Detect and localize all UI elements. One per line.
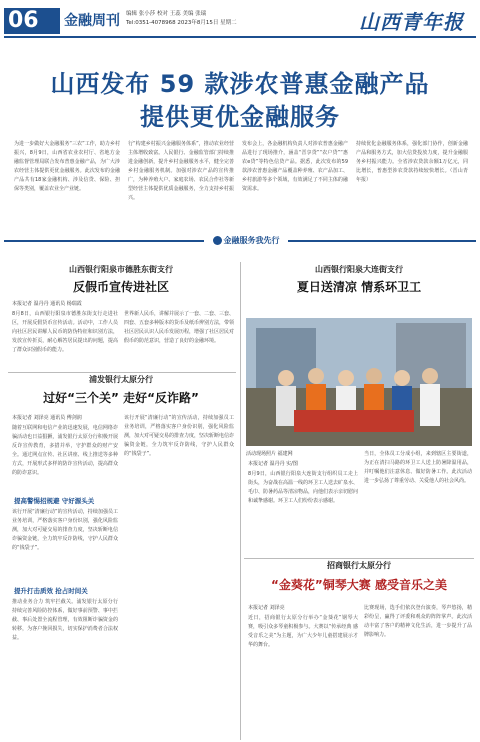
lead-column-2: 行“构建乡村振兴金融服务体系”，推动农业经营主体增收致富。人民银行、金融监管部门持续推进金融创新，提升乡村金融服务水平，健全完善乡村金融服务机制。加强对涉农产品的宣传推广，为种养殖大户、家庭农场、农民合作社等新型经营主体提供优质金融服务，全力支持乡村振兴。	[128, 141, 234, 201]
story-b-kicker: 浦发银行太原分行	[89, 375, 153, 384]
page-number: 06	[4, 8, 60, 34]
story-b-section2: 提升打击质效 抢占时间关	[14, 587, 88, 595]
story-c-photo-caption: 活动现场照片 福建网	[246, 451, 293, 457]
story-a-column-2: 世界新人民币，讲解并展示了一套、二套、三套、四套、五套多种版本的货币及纸币辨别方法，带领社区居民认识人民币发展历程，增强了社区居民对假币的防范意识，营造了良好的金融环境。	[124, 311, 234, 344]
story-a-divider	[8, 372, 236, 373]
story-b-column-1b: 该行开展“清廉行动”的宣传活动，持续加强员工业务培训，严格落实客户身份识别，强化风险监测，加大对可疑交易的排查力度，坚决斩断电信诈骗资金链，全力筑牢反诈防线，守护人民群众的“钱袋子”。	[12, 509, 118, 551]
banner-dot-icon	[213, 236, 222, 245]
story-b-column-1a: 随着互联网和电信产业的迅速发展，电信网络诈骗活动也日益猖獗，浦发银行太原分行积极开展反诈宣传教育，多措并举，守护群众的财产安全。通过网点宣传、社区讲座、线上推送等多种方式，开展形式多样的防诈宣传活动，提高群众的防诈意识。	[12, 425, 118, 476]
section-banner	[4, 232, 476, 250]
story-b-headline: 过好“三个关” 走好“反诈路”	[43, 391, 199, 405]
story-c-divider	[244, 558, 474, 559]
lead-headline-line2: 提供更优金融服务	[140, 103, 340, 131]
banner-label	[209, 233, 283, 249]
header-rule	[4, 36, 476, 38]
story-d-kicker: 招商银行太原分行	[327, 561, 391, 570]
story-c-column-2: 当日，全体员工分成小组，来到辖区主要街道，为正在清扫马路的环卫工人送上防暑降温用品，并叮嘱他们注意休息、做好防暑工作。此次活动进一步弘扬了尊重劳动、关爱他人的社会风尚。	[364, 451, 472, 484]
story-d-byline: 本报记者 刘泽亮	[248, 605, 285, 611]
column-divider	[240, 262, 241, 740]
page-header	[0, 0, 480, 36]
lead-column-1: 为进一步做好大金融服务“三农”工作，助力乡村振兴，8月9日，山西省农业农村厅、省地方金融监督管理局联合发布普惠金融产品，为广大涉农经营主体提供更优金融服务。此次发布的金融产品共有18家金融机构、涉及信贷、保险、担保等类别，覆盖农业全产业链。	[14, 141, 120, 192]
story-a-byline: 本报记者 温丹丹 通讯员 杨瑞霞	[12, 301, 82, 307]
contact-date-line: Tel:0351-4078968 2023年8月15日 星期二	[126, 20, 237, 26]
section-title: 金融周刊	[64, 13, 120, 29]
story-b-section1: 提高警惕招规避 守好源头关	[14, 497, 95, 505]
story-c-headline: 夏日送清凉 情系环卫工	[296, 280, 422, 294]
photo-scene	[246, 318, 472, 446]
banner-text: 金融服务我先行	[223, 236, 280, 245]
story-d-column-2: 比赛现场，选手们依次登台演奏，琴声悠扬，精彩纷呈，赢得了评委和观众的阵阵掌声。此次活动丰富了客户的精神文化生活，进一步提升了品牌影响力。	[364, 605, 472, 638]
story-b-column-1c: 推动业务合力 筑牢拦截关。浦发银行太原分行持续完善风险防控体系，做好事前预警、事中拦截、事后处置全流程管理，有效阻断诈骗资金的转移，为客户挽回损失，切实保护消费者合法权益。	[12, 599, 118, 641]
story-c-photo	[246, 318, 472, 446]
story-a-column-1: 8月8日，山西银行阳泉市德胜东街支行走进社区，开展反假货币宣传活动。活动中，工作人员向社区居民讲解人民币的防伪特征和识别方法，发放宣传折页，耐心解答居民提出的问题，提高了群众识别假币的能力。	[12, 311, 118, 353]
lead-column-4: 持续优化金融服务体系，强化部门协作，创新金融产品和服务方式，加大信贷投放力度，提升金融服务乡村振兴能力。全省涉农贷款余额1万亿元，同比增长，普惠型涉农贷款持续较快增长。（晋山青年报）	[356, 141, 468, 183]
editor-line: 编辑 张小莎 校对 王蕊 美编 张瑞	[126, 11, 207, 17]
story-d-column-1: 近日，招商银行太原分行举办“金葵花”钢琴大赛，吸引众多琴童积极参与。大赛以“传承经典 感受音乐之美”为主题，为广大少年儿童搭建展示才华的舞台。	[248, 615, 358, 648]
story-a-kicker: 山西银行阳泉市德胜东街支行	[69, 265, 173, 274]
story-c-column-1: 8月9日，山西银行阳泉大连街支行组织员工走上街头，为奋战在高温一线的环卫工人送去矿泉水、毛巾、防暑药品等清凉物品，向他们表示亲切慰问和诚挚感谢。环卫工人们纷纷表示感谢。	[248, 471, 358, 504]
story-c-kicker: 山西银行阳泉大连街支行	[315, 265, 403, 274]
lead-headline-line1: 山西发布 59 款涉农普惠金融产品	[50, 70, 430, 98]
story-b-byline: 本报记者 刘泽亮 通讯员 傅剑润	[12, 415, 82, 421]
story-b-column-2: 该行开展“清廉行动”的宣传活动，持续加强员工业务培训，严格落实客户身份识别，强化风险监测，加大对可疑交易的排查力度，坚决斩断电信诈骗资金链，全力筑牢反诈防线，守护人民群众的“钱袋子”。	[124, 415, 234, 457]
banner-rule-left	[4, 240, 204, 242]
masthead-logo: 山西青年报	[359, 10, 464, 34]
story-c-byline: 本报记者 温丹丹 实/图	[248, 461, 298, 467]
story-a-headline: 反假币宣传进社区	[72, 280, 169, 294]
story-d-headline: “金葵花”铜琴大赛 感受音乐之美	[271, 578, 447, 592]
lead-column-3: 发布会上，各金融机构负责人对涉农普惠金融产品进行了现场推介，涵盖“晋享贷”“农户贷”“惠农e贷”等特色信贷产品。据悉，此次发布的59款涉农普惠金融产品覆盖种养殖、农产品加工、乡村旅游等多个领域，有效满足了不同主体的融资需求。	[242, 141, 348, 192]
banner-rule-right	[288, 240, 476, 242]
